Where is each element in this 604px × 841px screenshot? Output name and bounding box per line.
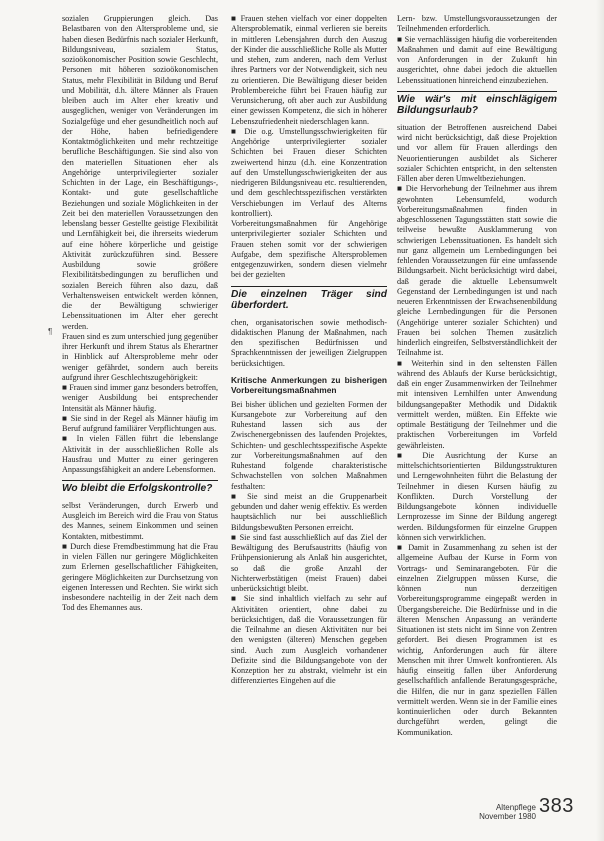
paragraph: ■ Die Hervorhebung der Teilnehmer aus ihrem gewohnten Lebensumfeld, wodurch Vorbereitungsmaßnahmen finden in abgeschlossenen Tagungsstätten statt sowie die teilweise bewußte Ausklammerung von schwierigen Lebenssituationen. Es handelt sich nur ganz allgemein um Lernbedingungen bei fehlenden Voraussetzungen für eine umfassende Bildungsarbeit. Nicht berücksichtigt wird dabei, daß gerade die aktuelle Lebensumwelt Gegenstand der Lernbedingungen ist und nach neueren Erkenntnissen der Erwachsenenbildung gleiche Lernbedingungen für die Personen (Angehörige unterer sozialer Schichten) und Frauen bei solchen Themen zusätzlich hinderlich eingreifen, Selbstverständlichkeit der Teilnahme ist.: [397, 184, 557, 358]
paragraph: ■ Weiterhin sind in den seltensten Fällen während des Ablaufs der Kurse berücksichtigt, daß ein enger Zusammenwirken der Teilnehmer mit intensiven Lernhilfen unter Anwendung bildungsangepaßter Methodik und Didaktik vermittelt werden, müßten. Ein Effekte wie optimale Bestätigung der Teilnehmer und die praktischen Vorbereitungen im Vorfeld gewährleisten.: [397, 358, 557, 450]
paragraph: ■ Sie vernachlässigen häufig die vorbereitenden Maßnahmen und damit auf eine Bewältigung von Anforderungen in der Zukunft hin ausgerichtet, ohne dabei jedoch die aktuellen Lebenssituationen hinreichend einzubeziehen.: [397, 34, 557, 85]
section-heading: Wo bleibt die Erfolgskontrolle?: [62, 480, 218, 495]
paragraph: ■ Die Ausrichtung der Kurse an mittelschichtsorientierten Bildungsstrukturen und Lerngewohnheiten führt die Belastung der Teilnehmer in diesen Kursen häufig zu Konflikten. Durch Vorstellung der Bildungsangebote können individuelle Lernprozesse im Sinne der Bildung angeregt werden. Bildungsformen für einzelne Gruppen können sich verwirklichen.: [397, 450, 557, 542]
paragraph: ■ In vielen Fällen führt die lebenslange Aktivität in der ausschließlichen Rolle als Hausfrau und Mutter zu einer geringeren Anpassungsfähigkeit an andere Lebensformen.: [62, 434, 218, 474]
column-2: [231, 14, 387, 687]
paragraph: ■ Die o.g. Umstellungsschwierigkeiten für Angehörige unterprivilegierter sozialer Schichten bei Frauen dieser Schichten zweiwertend hinzu (d.h. eine Konzentration auf den Umstellungsschwierigkeiten der aus niedrigeren Bildungsniveau etc. resultierenden, und dem geschlechtsspezifischen verstärkten Verschiebungen im Verlauf des Alterns kontrolliert).: [231, 126, 387, 218]
paragraph: ■ Frauen sind immer ganz besonders betroffen, weniger Ausbildung bei entsprechender Intensität als Männer häufig.: [62, 383, 218, 413]
magazine-name: Altenpflege: [495, 803, 536, 812]
column-1: [62, 14, 218, 614]
paragraph: situation der Betroffenen ausreichend Dabei wird nicht berücksichtigt, daß diese Projektion und vor allem für Frauen allerdings den Neuorientierungen ausbildet als Sicherer sozialer Schichten entspricht, in den seltensten Fällen aber deren Umweltbeziehungen.: [397, 122, 557, 183]
paragraph: ■ Sie sind meist an die Gruppenarbeit gebunden und daher wenig effektiv. Es werden hauptsächlich nur bei ausschließlich Bildungsbewußten Personen erreicht.: [231, 491, 387, 532]
paragraph: ■ Durch diese Fremdbestimmung hat die Frau in vielen Fällen nur geringere Möglichkeiten zum Erlernen gesellschaftlicher Fähigkeiten, geringere Möglichkeiten zur Durchsetzung von eigenen Interessen und Rechten. Sie wirkt sich insbesondere nachteilig in der Zeit nach dem Tod des Ehemannes aus.: [62, 541, 218, 613]
paragraph: Frauen sind es zum unterschied jung gegenüber ihrer Herkunft und ihrem Status als Eherartner in Hinblick auf Altersprobleme mehr oder weniger gefährdet, sondern auch bereits aufgrund ihrer Geschlechtszugehörigkeit:: [62, 331, 218, 382]
paragraph: Lern- bzw. Umstellungsvoraussetzungen der Teilnehmenden erforderlich.: [397, 14, 557, 34]
issue-date: November 1980: [479, 812, 536, 821]
page-edge-shadow: [596, 0, 604, 841]
section-heading: Die einzelnen Träger sind überfordert.: [231, 286, 387, 312]
paragraph: ■ Sie sind in der Regel als Männer häufig im Beruf aufgrund familiärer Verpflichtungen aus.: [62, 413, 218, 433]
paragraph: ■ Sie sind fast ausschließlich auf das Ziel der Bewältigung des Berufsaustritts (häufig von Frühpensionierung als Anlaß hin ausgerichtet, so daß die große Anzahl der Nichterwerbstätigen (meist Frauen) dabei unberücksichtigt bleibt.: [231, 532, 387, 594]
page-number: 383: [539, 795, 574, 817]
paragraph: Vorbereitungsmaßnahmen für Angehörige unterprivilegierter sozialer Schichten und Frauen stehen somit vor der schwierigen Aufgabe, dem spezifische Altersproblemen entgegenzuwirken, sondern diesen vielmehr bei der gezielten: [231, 219, 387, 280]
paragraph: selbst Veränderungen, durch Erwerb und Ausgleich im Bereich wird die Frau von Status des Mannes, seinem Einkommen und seinen Kontakten, mitbestimmt.: [62, 500, 218, 541]
section-heading: Wie wär's mit einschlägigem Bildungsurlaub?: [397, 91, 557, 117]
subheading: Kritische Anmerkungen zu bisherigen Vorbereitungsmaßnahmen: [231, 374, 387, 396]
margin-mark: ¶: [48, 327, 53, 336]
column-3: [397, 14, 557, 738]
paragraph: ■ Frauen stehen vielfach vor einer doppelten Altersproblematik, einmal verlieren sie bereits in mittleren Lebensjahren durch den Auszug der Kinder die ausschließliche Rolle als Mutter und stehen, zum anderen, nach dem Verlust ihres Partners vor der Notwendigkeit, sich neu zu orientieren. Die Bewältigung dieser beiden Problembereiche führt bei Frauen häufig zur Verunsicherung, oft aber auch zur Ausbildung einer gewissen Kompetenz, die sich in höherer Lebenszufriedenheit niederschlagen kann.: [231, 14, 387, 126]
paragraph: chen, organisatorischen sowie methodisch-didaktischen Planung der Maßnahmen, nach den spezifischen Bedürfnissen und Sprachkenntnissen der jeweiligen Zielgruppen berücksichtigen.: [231, 317, 387, 368]
paragraph: ■ Damit in Zusammenhang zu sehen ist der allgemeine Aufbau der Kurse in Form von Vortrags- und Seminarangeboten. Für die einzelnen Zielgruppen müssen Kurse, die können nun derzeitigen Vorbereitungsprogramme eingepaßt werden in Übergangsbereiche. Die Bedürfnisse und in die älteren Menschen Anpassung an veränderte Situationen ist stets nicht im Sinne von Zentren gefordert. Bei diesen Programmen ist es wichtig, Anforderungen auch für ältere Menschen mit ihrer Umwelt konfrontieren. Als häufig einseitig fallen über Anforderung gesellschaftlich anfallende Beratungsgespräche, die Hilfen, die nur in ganz speziellen Fällen vermittelt werden. Wenn sie in der Familie eines kontinuierlichen oder durch Bekannten durchgeführt werden, gelingt die Kommunikation.: [397, 543, 557, 737]
paragraph: sozialen Gruppierungen gleich. Das Belastbaren von den Altersprobleme und, sie haben diesen Bedürfnis nach sozialer Herkunft, Bildungsniveau, sozialem Status, sozioökonomischer Position sowie Geschlecht, Personen mit höheren sozioökonomischen Status, mehr Flexibilität in Bildung und Beruf und Mobilität, d.h. ältere Männer als Frauen bleiben auch im Alter eher kreativ und ausgeglichen, weniger von Veränderungen im Sozialgefüge und eher gesundheitlich noch auf der Höhe, haben befriedigendere Kontaktmöglichkeiten und mehr rechtzeitige berufliche Beschäftigungen. Sie sind also von den materiellen Situationen eher als Angehörige unterprivilegierter sozialer Schichten in der Lage, ein Beschäftigungs-, Kontakt- und gute gesellschaftliche Beziehungen und soziale Möglichkeiten in der Zeit bei den materiellen Voraussetzungen den lebenslang besser Gestellte geistige Flexibilität und Lernfähigkeit bei, die ihrerseits wiederum auf eine höhere körperliche und geistige Aktivität zurückzuführen sind. Bessere Ausbildung sowie größere Flexibilitätsbedingungen zu beruflichen und sozialen Bereich führen also dazu, daß Verhaltensweisen entwickelt werden können, die der Bewältigung schwieriger Lebenssituationen im Alter eher gerecht werden.: [62, 14, 218, 331]
paragraph: ■ Sie sind inhaltlich vielfach zu sehr auf Aktivitäten orientiert, ohne dabei zu berücksichtigen, daß die Voraussetzungen für die Teilnahme an diesen Aktivitäten nur bei den wenigsten (älteren) Menschen gegeben sind. Auch zum Ausgleich vorhandener Defizite sind die Bildungsangebote von der Konzeption her zu abstrakt, vielmehr ist ein differenziertes Eingehen auf die: [231, 594, 387, 686]
footer-magazine: [462, 803, 536, 821]
paragraph: Bei bisher üblichen und gezielten Formen der Kursangebote zur Vorbereitung auf den Ruhestand lassen sich aus der Zwischenergebnissen des laufenden Projektes, Schichten- und geschlechtsspezifische Aspekte zur Vorbereitungsmaßnahmen auf den Ruhestand folgende charakteristische Schwachstellen von solchen Maßnahmen festhalten:: [231, 399, 387, 491]
